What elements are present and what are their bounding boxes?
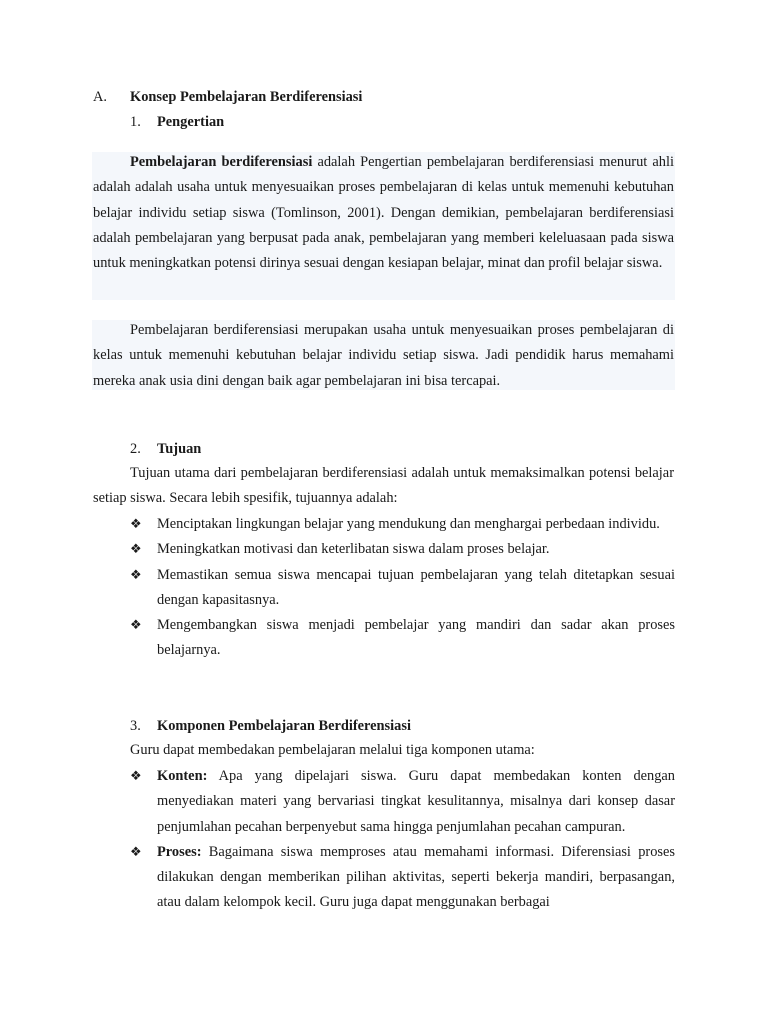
- pengertian-paragraph-1: [93, 150, 674, 276]
- diamond-bullet-icon: ❖: [130, 567, 142, 583]
- list-item-text: Bagaimana siswa memproses atau memahami informasi. Diferensiasi proses dilakukan dengan memberikan pilihan aktivitas, seperti bekerja mandiri, berpasangan, atau dalam kelompok kecil. Guru juga dapat menggunakan berbagai: [157, 843, 675, 911]
- subsection-2-title: Tujuan: [157, 441, 202, 457]
- diamond-bullet-icon: ❖: [130, 769, 142, 784]
- komponen-list: [130, 764, 675, 916]
- subsection-3-number: 3.: [130, 718, 141, 734]
- list-item-text: Menciptakan lingkungan belajar yang mendukung dan menghargai perbedaan individu.: [157, 516, 660, 532]
- list-item: [130, 613, 675, 664]
- diamond-bullet-icon: ❖: [130, 542, 142, 558]
- subsection-1-heading: [130, 112, 224, 132]
- list-item-label: Konten:: [157, 768, 208, 784]
- list-item-text: Meningkatkan motivasi dan keterlibatan siswa dalam proses belajar.: [157, 541, 550, 558]
- tujuan-list: [130, 512, 675, 664]
- subsection-2-heading: [130, 439, 201, 459]
- subsection-3-heading: [130, 716, 411, 736]
- subsection-1-title: Pengertian: [157, 114, 225, 130]
- diamond-bullet-icon: ❖: [130, 618, 142, 634]
- pengertian-paragraph-1-text: adalah Pengertian pembelajaran berdiferensiasi menurut ahli adalah adalah usaha untuk menyesuaikan proses pembelajaran di kelas untuk memenuhi kebutuhan belajar individu setiap siswa (Tomlinson, 2001). Dengan demikian, pembelajaran berdiferensiasi adalah pembelajaran yang berpusat pada anak, pembelajaran yang memberi keleluasaan pada siswa untuk meningkatkan potensi dirinya sesuai dengan kesiapan belajar, minat dan profil belajar siswa.: [93, 154, 674, 272]
- section-a-marker: A.: [93, 89, 107, 105]
- pengertian-paragraph-2: Pembelajaran berdiferensiasi merupakan usaha untuk menyesuaikan proses pembelajaran di kelas untuk memenuhi kebutuhan belajar individu setiap siswa. Jadi pendidik harus memahami mereka anak usia dini dengan baik agar pembelajaran ini bisa tercapai.: [93, 322, 674, 389]
- list-item-label: Proses:: [157, 843, 202, 860]
- tujuan-intro: Tujuan utama dari pembelajaran berdiferensiasi adalah untuk memaksimalkan potensi belajar setiap siswa. Secara lebih spesifik, tujuannya adalah:: [93, 465, 674, 507]
- list-item: [130, 537, 675, 562]
- subsection-3-title: Komponen Pembelajaran Berdiferensiasi: [157, 718, 411, 734]
- subsection-2-number: 2.: [130, 441, 141, 457]
- subsection-1-number: 1.: [130, 114, 141, 130]
- section-a-heading: [93, 87, 362, 107]
- diamond-bullet-icon: ❖: [130, 844, 142, 860]
- list-item-text: Mengembangkan siswa menjadi pembelajar yang mandiri dan sadar akan proses belajarnya.: [157, 617, 675, 659]
- list-item-text: Apa yang dipelajari siswa. Guru dapat membedakan konten dengan menyediakan materi yang bervariasi tingkat kesulitannya, misalnya dari konsep dasar penjumlahan pecahan berpenyebut sama hingga penjumlahan pecahan campuran.: [157, 768, 675, 835]
- list-item: [130, 563, 675, 614]
- list-item-text: Memastikan semua siswa mencapai tujuan pembelajaran yang telah ditetapkan sesuai dengan kapasitasnya.: [157, 566, 675, 608]
- list-item: [130, 764, 675, 840]
- diamond-bullet-icon: ❖: [130, 517, 142, 532]
- list-item: [130, 512, 675, 537]
- list-item: [130, 840, 675, 916]
- komponen-intro: Guru dapat membedakan pembelajaran melalui tiga komponen utama:: [130, 742, 535, 758]
- pengertian-term: Pembelajaran berdiferensiasi: [130, 154, 313, 170]
- section-a-title: Konsep Pembelajaran Berdiferensiasi: [130, 89, 363, 105]
